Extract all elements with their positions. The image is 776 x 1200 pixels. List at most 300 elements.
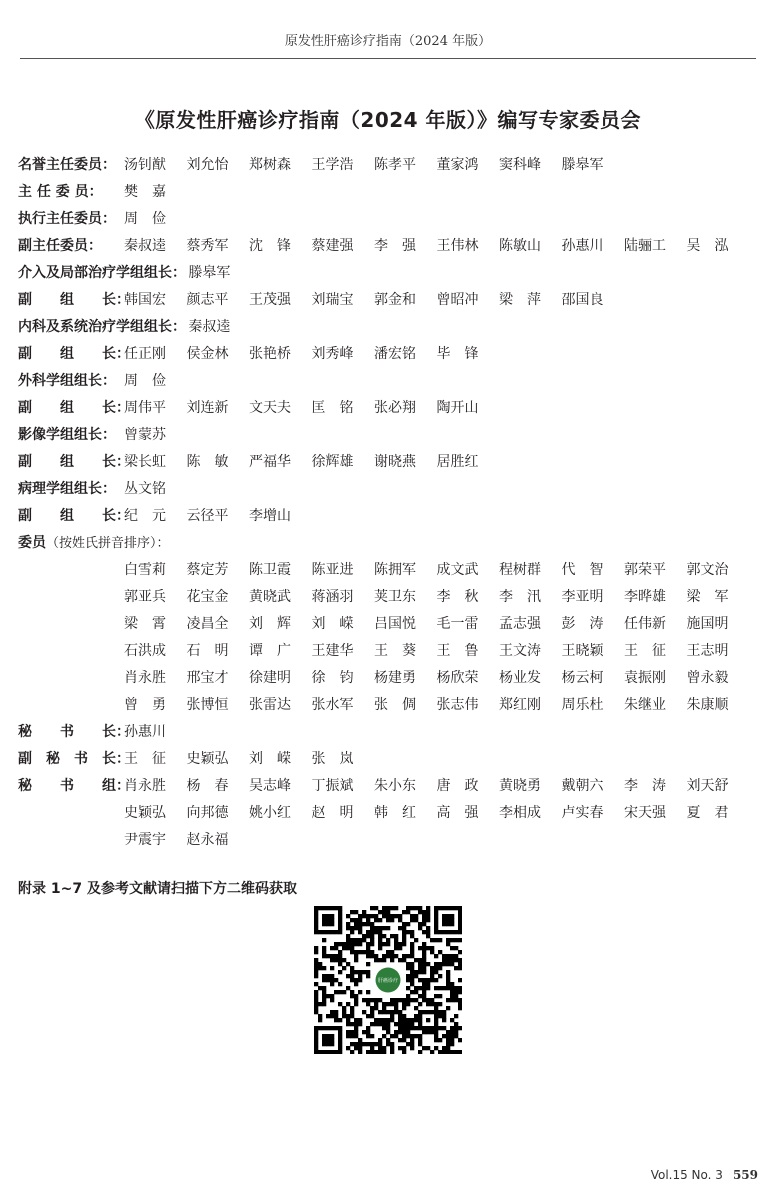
qr-module xyxy=(434,1046,438,1050)
role-row xyxy=(18,476,758,503)
qr-module xyxy=(322,1002,326,1006)
qr-module xyxy=(390,1010,394,1014)
member-name: 王晓颖 xyxy=(561,643,604,659)
committee-member-row xyxy=(18,611,758,638)
qr-module xyxy=(442,1050,446,1054)
member-name: 周 俭 xyxy=(124,211,166,227)
qr-module xyxy=(346,1018,350,1022)
qr-module xyxy=(454,966,458,970)
qr-module xyxy=(450,954,454,958)
qr-module xyxy=(410,982,414,986)
qr-module xyxy=(450,1026,454,1030)
qr-module xyxy=(410,1046,414,1050)
qr-module xyxy=(322,930,326,934)
member-name: 周 俭 xyxy=(124,373,166,389)
qr-module xyxy=(398,942,402,946)
qr-module xyxy=(354,1042,358,1046)
qr-module xyxy=(398,914,402,918)
qr-module xyxy=(402,1026,406,1030)
qr-module xyxy=(414,906,418,910)
qr-module xyxy=(350,938,354,942)
qr-module xyxy=(338,1050,342,1054)
qr-module xyxy=(382,1046,386,1050)
qr-module xyxy=(314,982,318,986)
qr-module xyxy=(418,1038,422,1042)
qr-module xyxy=(318,1018,322,1022)
role-row xyxy=(18,152,758,179)
qr-module xyxy=(330,1026,334,1030)
qr-module xyxy=(442,958,446,962)
qr-module xyxy=(314,950,318,954)
qr-module xyxy=(426,934,430,938)
qr-module xyxy=(338,982,342,986)
member-name: 梁 军 xyxy=(686,589,729,605)
qr-module xyxy=(362,1042,366,1046)
qr-module xyxy=(418,1014,422,1018)
qr-module xyxy=(394,1010,398,1014)
qr-module xyxy=(426,914,430,918)
member-name: 郭荣平 xyxy=(624,562,666,578)
member-name: 陈亚进 xyxy=(311,562,354,578)
qr-module xyxy=(354,982,358,986)
qr-module xyxy=(454,958,458,962)
qr-module xyxy=(422,966,426,970)
qr-module xyxy=(438,962,442,966)
qr-module xyxy=(394,954,398,958)
member-name: 刘瑞宝 xyxy=(311,292,354,308)
qr-module xyxy=(454,1014,458,1018)
member-name: 张水军 xyxy=(311,697,354,713)
qr-module xyxy=(454,930,458,934)
qr-module xyxy=(362,998,366,1002)
qr-module xyxy=(434,1026,438,1030)
qr-module xyxy=(450,906,454,910)
member-name: 王 葵 xyxy=(374,643,416,659)
role-label: 副 组 长： xyxy=(18,508,130,524)
qr-module xyxy=(418,966,422,970)
qr-module xyxy=(438,1050,442,1054)
qr-module xyxy=(434,1006,438,1010)
qr-module xyxy=(398,1010,402,1014)
qr-module xyxy=(406,906,410,910)
qr-module xyxy=(350,946,354,950)
qr-module xyxy=(322,994,326,998)
member-name: 肖永胜 xyxy=(124,670,166,686)
qr-module xyxy=(314,1002,318,1006)
secretariat-row xyxy=(18,827,758,854)
qr-code[interactable] xyxy=(314,906,462,1054)
member-name: 白雪莉 xyxy=(124,562,166,578)
qr-logo-text: 肝癌诊疗 xyxy=(377,978,399,984)
qr-module xyxy=(402,926,406,930)
qr-module xyxy=(398,1038,402,1042)
qr-module xyxy=(326,1026,330,1030)
qr-module xyxy=(362,922,366,926)
qr-module xyxy=(398,1018,402,1022)
qr-module xyxy=(402,938,406,942)
qr-module xyxy=(366,922,370,926)
qr-module xyxy=(422,962,426,966)
qr-module xyxy=(370,930,374,934)
member-name: 汤钊猷 xyxy=(124,157,166,173)
member-name: 李 涛 xyxy=(624,778,666,794)
qr-module xyxy=(346,942,350,946)
qr-module xyxy=(430,946,434,950)
qr-module xyxy=(374,918,378,922)
qr-module xyxy=(402,1050,406,1054)
qr-module xyxy=(442,1034,446,1038)
qr-module xyxy=(446,970,450,974)
qr-module xyxy=(434,1034,438,1038)
member-name: 袁振刚 xyxy=(624,670,666,686)
qr-module xyxy=(390,1034,394,1038)
qr-module xyxy=(330,906,334,910)
qr-module xyxy=(374,1050,378,1054)
qr-module xyxy=(366,1014,370,1018)
qr-module xyxy=(418,946,422,950)
qr-module xyxy=(334,1010,338,1014)
member-name: 吕国悦 xyxy=(374,616,416,632)
member-name: 李 秋 xyxy=(436,589,479,605)
member-name: 孙惠川 xyxy=(124,724,166,740)
member-name: 朱康顺 xyxy=(686,697,729,713)
member-name: 肖永胜 xyxy=(124,778,166,794)
qr-module xyxy=(438,994,442,998)
member-name: 郭亚兵 xyxy=(124,589,166,605)
qr-module xyxy=(422,958,426,962)
qr-module xyxy=(430,978,434,982)
qr-module xyxy=(326,930,330,934)
member-name: 刘连新 xyxy=(186,400,229,416)
member-name: 张必翔 xyxy=(374,400,416,416)
qr-module xyxy=(318,966,322,970)
qr-module xyxy=(334,1018,338,1022)
qr-module xyxy=(438,930,442,934)
qr-module xyxy=(342,1010,346,1014)
qr-module xyxy=(434,914,438,918)
qr-module xyxy=(426,982,430,986)
qr-module xyxy=(450,990,454,994)
qr-module xyxy=(390,1046,394,1050)
qr-module xyxy=(418,1002,422,1006)
qr-module xyxy=(422,1010,426,1014)
name-list xyxy=(124,584,749,611)
role-label: 委员（按姓氏拼音排序）： xyxy=(18,535,170,551)
member-name: 周乐杜 xyxy=(561,697,604,713)
qr-module xyxy=(314,974,318,978)
member-name: 凌昌全 xyxy=(186,616,229,632)
member-name: 张雷达 xyxy=(249,697,291,713)
qr-module xyxy=(314,930,318,934)
qr-module xyxy=(334,954,338,958)
member-name: 刘 辉 xyxy=(249,616,291,632)
member-name: 徐 钧 xyxy=(311,670,354,686)
qr-module xyxy=(454,998,458,1002)
qr-module xyxy=(414,1034,418,1038)
name-list xyxy=(188,314,251,341)
qr-module xyxy=(446,1034,450,1038)
qr-module xyxy=(330,1038,334,1042)
qr-module xyxy=(338,942,342,946)
member-name: 陈拥军 xyxy=(374,562,416,578)
qr-module xyxy=(314,922,318,926)
name-list xyxy=(124,665,749,692)
qr-module xyxy=(398,918,402,922)
qr-module xyxy=(346,1014,350,1018)
qr-module xyxy=(370,998,374,1002)
member-name: 居胜红 xyxy=(436,454,479,470)
name-list xyxy=(124,395,499,422)
qr-module xyxy=(370,914,374,918)
qr-module xyxy=(418,906,422,910)
qr-module xyxy=(374,930,378,934)
member-name: 侯金林 xyxy=(186,346,229,362)
member-name: 滕皋军 xyxy=(188,265,231,281)
member-name: 王志明 xyxy=(686,643,729,659)
qr-module xyxy=(366,1034,370,1038)
member-name: 杨欣荣 xyxy=(436,670,479,686)
qr-module xyxy=(426,978,430,982)
qr-module xyxy=(418,1042,422,1046)
qr-module xyxy=(398,998,402,1002)
qr-module xyxy=(370,1050,374,1054)
qr-module xyxy=(402,922,406,926)
qr-module xyxy=(450,1038,454,1042)
qr-module xyxy=(434,906,438,910)
qr-module xyxy=(458,1050,462,1054)
qr-module xyxy=(330,1042,334,1046)
qr-module xyxy=(414,938,418,942)
qr-module xyxy=(318,930,322,934)
qr-module xyxy=(422,998,426,1002)
member-name: 夏 君 xyxy=(686,805,729,821)
member-name: 刘允怡 xyxy=(186,157,229,173)
qr-module xyxy=(426,986,430,990)
qr-module xyxy=(394,934,398,938)
qr-module xyxy=(442,914,446,918)
qr-module xyxy=(334,906,338,910)
qr-module xyxy=(430,938,434,942)
role-row xyxy=(18,206,758,233)
qr-module xyxy=(414,1018,418,1022)
committee-member-row xyxy=(18,584,758,611)
qr-module xyxy=(454,1034,458,1038)
qr-module xyxy=(382,934,386,938)
member-name: 王学浩 xyxy=(311,157,354,173)
qr-module xyxy=(314,966,318,970)
qr-module xyxy=(410,998,414,1002)
qr-module xyxy=(318,986,322,990)
qr-module xyxy=(410,970,414,974)
qr-module xyxy=(366,998,370,1002)
qr-module xyxy=(382,926,386,930)
qr-module xyxy=(418,1026,422,1030)
qr-module xyxy=(330,994,334,998)
member-name: 杨业发 xyxy=(499,670,541,686)
qr-module xyxy=(434,930,438,934)
member-name: 梁 霄 xyxy=(124,616,166,632)
qr-module xyxy=(418,922,422,926)
qr-module xyxy=(402,1030,406,1034)
qr-module xyxy=(390,958,394,962)
qr-module xyxy=(410,914,414,918)
qr-module xyxy=(362,914,366,918)
qr-module xyxy=(418,910,422,914)
qr-module xyxy=(366,950,370,954)
qr-module xyxy=(370,950,374,954)
qr-module xyxy=(334,990,338,994)
qr-module xyxy=(406,1042,410,1046)
qr-module xyxy=(354,910,358,914)
qr-module xyxy=(438,974,442,978)
qr-module xyxy=(322,1038,326,1042)
qr-module xyxy=(382,942,386,946)
name-list xyxy=(124,611,749,638)
qr-module xyxy=(430,998,434,1002)
qr-module xyxy=(438,1026,442,1030)
qr-module xyxy=(378,942,382,946)
qr-module xyxy=(382,910,386,914)
qr-module xyxy=(362,910,366,914)
member-name: 秦叔逵 xyxy=(188,319,231,335)
qr-module xyxy=(366,970,370,974)
qr-module xyxy=(446,954,450,958)
qr-module xyxy=(442,906,446,910)
qr-module xyxy=(434,970,438,974)
qr-module xyxy=(450,930,454,934)
role-label: 主 任 委 员： xyxy=(18,184,103,200)
role-label: 副主任委员： xyxy=(18,238,102,254)
member-name: 王伟林 xyxy=(436,238,479,254)
member-name: 王文涛 xyxy=(499,643,541,659)
qr-module xyxy=(382,906,386,910)
qr-module xyxy=(418,1050,422,1054)
qr-module xyxy=(398,1046,402,1050)
qr-module xyxy=(378,1018,382,1022)
qr-module xyxy=(434,1022,438,1026)
member-name: 曾蒙苏 xyxy=(124,427,166,443)
member-name: 董家鸿 xyxy=(436,157,479,173)
qr-module xyxy=(402,1038,406,1042)
qr-module xyxy=(382,1002,386,1006)
qr-module xyxy=(446,914,450,918)
qr-module xyxy=(378,918,382,922)
qr-module xyxy=(354,1030,358,1034)
qr-module xyxy=(386,950,390,954)
member-name: 张 倜 xyxy=(374,697,416,713)
qr-module xyxy=(378,1038,382,1042)
qr-module xyxy=(406,1030,410,1034)
qr-module xyxy=(434,994,438,998)
qr-module xyxy=(394,1022,398,1026)
qr-module xyxy=(402,934,406,938)
qr-module xyxy=(330,1010,334,1014)
qr-module xyxy=(342,946,346,950)
member-name: 张 岚 xyxy=(311,751,354,767)
qr-caption: 附录 1~7 及参考文献请扫描下方二维码获取 xyxy=(18,881,297,897)
qr-module xyxy=(446,974,450,978)
qr-module xyxy=(458,986,462,990)
qr-module xyxy=(322,950,326,954)
qr-module xyxy=(446,986,450,990)
member-name: 王 征 xyxy=(124,751,166,767)
qr-module xyxy=(418,970,422,974)
qr-module xyxy=(362,938,366,942)
qr-module xyxy=(390,906,394,910)
qr-module xyxy=(422,946,426,950)
qr-module xyxy=(350,926,354,930)
committee-member-row xyxy=(18,665,758,692)
qr-module xyxy=(426,1018,430,1022)
qr-module xyxy=(406,1026,410,1030)
member-name: 韩 红 xyxy=(374,805,416,821)
qr-module xyxy=(314,946,318,950)
qr-module xyxy=(358,942,362,946)
member-name: 陈孝平 xyxy=(374,157,416,173)
qr-module xyxy=(458,962,462,966)
qr-module xyxy=(334,1026,338,1030)
qr-module xyxy=(406,922,410,926)
member-name: 王建华 xyxy=(311,643,354,659)
qr-module xyxy=(346,1030,350,1034)
committee-roster xyxy=(18,152,758,854)
qr-module xyxy=(350,910,354,914)
qr-module xyxy=(410,1022,414,1026)
member-name: 秦叔逵 xyxy=(124,238,166,254)
qr-module xyxy=(446,962,450,966)
secretariat-row xyxy=(18,800,758,827)
qr-module xyxy=(354,978,358,982)
qr-module xyxy=(386,906,390,910)
member-name: 史颖弘 xyxy=(124,805,166,821)
qr-module xyxy=(386,1010,390,1014)
qr-module xyxy=(342,990,346,994)
qr-module xyxy=(422,982,426,986)
qr-module xyxy=(330,946,334,950)
qr-module xyxy=(446,922,450,926)
qr-module xyxy=(398,958,402,962)
qr-module xyxy=(454,994,458,998)
qr-module xyxy=(418,958,422,962)
qr-module xyxy=(402,930,406,934)
qr-module xyxy=(350,1034,354,1038)
qr-module xyxy=(314,914,318,918)
qr-module xyxy=(438,1010,442,1014)
qr-module xyxy=(442,922,446,926)
member-name: 曾永毅 xyxy=(686,670,729,686)
qr-module xyxy=(314,1026,318,1030)
qr-module xyxy=(322,946,326,950)
qr-module xyxy=(434,926,438,930)
qr-module xyxy=(366,930,370,934)
qr-module xyxy=(398,926,402,930)
qr-module xyxy=(426,962,430,966)
qr-module xyxy=(402,910,406,914)
qr-module xyxy=(326,1050,330,1054)
qr-module xyxy=(354,1034,358,1038)
qr-module xyxy=(358,1038,362,1042)
qr-module xyxy=(366,1042,370,1046)
qr-module xyxy=(446,982,450,986)
qr-module xyxy=(442,986,446,990)
qr-module xyxy=(422,922,426,926)
qr-module xyxy=(350,1050,354,1054)
qr-module xyxy=(330,954,334,958)
qr-module xyxy=(390,954,394,958)
qr-module xyxy=(374,1042,378,1046)
qr-module xyxy=(366,990,370,994)
qr-module xyxy=(362,950,366,954)
